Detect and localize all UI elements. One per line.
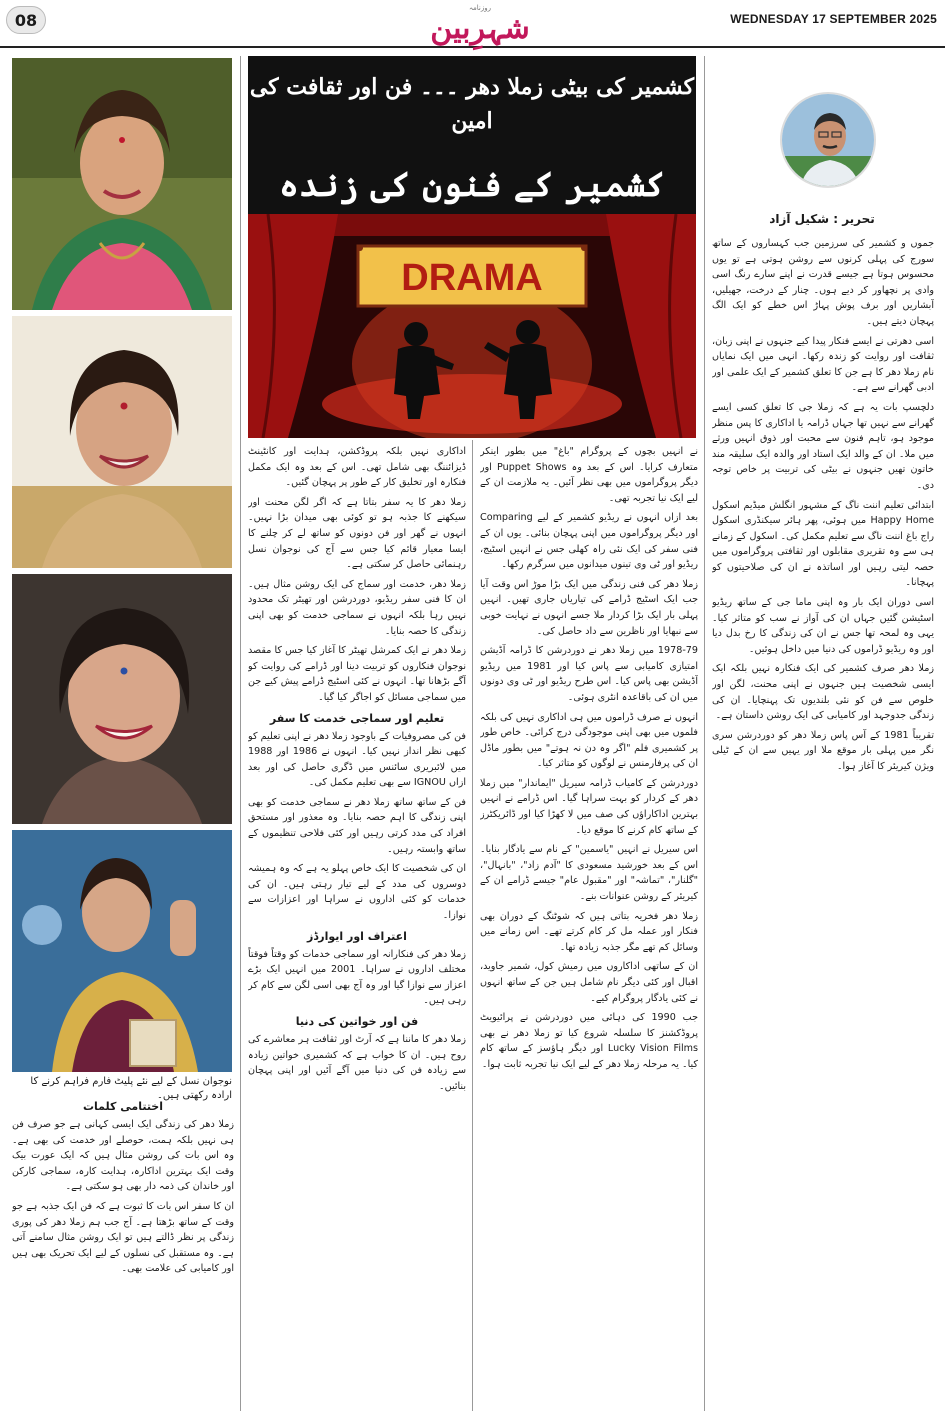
paragraph: زملا دھر کی فنکارانہ اور سماجی خدمات کو وقتاً فوقتاً مختلف اداروں نے سراہا۔ 2001 میں انہیں ایک بڑے اعزاز سے نوازا گیا اور وہ آج بھی اسی لگن سے کام کر رہی ہیں۔: [248, 948, 466, 1007]
photo-caption: نوجوان نسل کے لیے نئے پلیٹ فارم فراہم کرنے کا ارادہ رکھتی ہیں۔: [30, 1076, 232, 1101]
author-byline: تحریر : شکیل آزاد: [769, 212, 875, 226]
paragraph: زملا دھر نے ایک کمرشل تھیٹر کا آغاز کیا جس کا مقصد نوجوان فنکاروں کو تربیت دینا اور ڈرامے کی روایت کو آگے بڑھانا تھا۔ انہوں نے کئی اسٹیج ڈرامے پیش کیے جن میں سماجی مسائل کو اجاگر کیا گیا۔: [248, 645, 466, 703]
section-heading: اختتامی کلمات: [82, 1100, 164, 1113]
paragraph: زملا دھر کا ماننا ہے کہ آرٹ اور ثقافت ہر معاشرے کی روح ہیں۔ ان کا خواب ہے کہ کشمیری خواتین زیادہ سے زیادہ فن کی دنیا میں آگے آئیں اور اپنی پہچان بنائیں۔: [248, 1034, 466, 1092]
article-column-middle: [480, 444, 698, 1411]
page-number: 08: [6, 6, 46, 34]
paragraph: جب 1990 کی دہائی میں دوردرشن نے پرائیویٹ پروڈکشنز کا سلسلہ شروع کیا تو زملا دھر نے بھی Lucky Vision Films اور دیگر ہاؤسز کے ساتھ کام کیا۔ یہ مرحلہ زملا دھر کے لیے ایک نیا تجربہ ثابت ہوا۔: [480, 1012, 698, 1070]
article-conclusion: [12, 1094, 234, 1411]
paragraph: فن کے ساتھ ساتھ زملا دھر نے سماجی خدمت کو بھی اپنی زندگی کا اہم حصہ بنایا۔ وہ معذور اور مستحق افراد کی مدد کرتی رہیں اور کئی فلاحی تنظیموں کے ساتھ وابستہ رہیں۔: [248, 796, 466, 855]
column-rule: [472, 440, 473, 1411]
paragraph: نے انہیں بچوں کے پروگرام "باغ" میں بطور اینکر متعارف کرایا۔ اس کے بعد وہ Puppet Shows اور دیگر پروگراموں میں بھی نظر آئیں۔ یہ ملازمت ان کے لیے ایک نیا تجربہ تھی۔: [480, 446, 698, 504]
section-heading: فن اور خواتین کی دنیا: [295, 1015, 419, 1028]
paragraph: زملا دھر صرف کشمیر کی ایک فنکارہ نہیں بلکہ ایک ایسی شخصیت ہیں جنہوں نے اپنی محنت، لگن اور خلوص سے فن کو نئی بلندیوں تک پہنچایا۔ ان کی زندگی جدوجہد اور کامیابی کی ایک روشن داستان ہے۔: [712, 663, 934, 722]
paragraph: زملا دھر فخریہ بتاتی ہیں کہ شوٹنگ کے دوران بھی فنکار اور عملہ مل کر کام کرتے تھے۔ اس زمانے میں وسائل کم تھے مگر جذبہ زیادہ تھا۔: [480, 910, 698, 953]
paragraph: فن کی مصروفیات کے باوجود زملا دھر نے اپنی تعلیم کو کبھی نظر انداز نہیں کیا۔ انہوں نے 1986 اور 1988 میں لائبریری سائنس میں ڈگری حاصل کی اور بعد ازاں IGNOU سے بھی تعلیم مکمل کی۔: [248, 730, 466, 789]
masthead-tag: روزنامہ: [468, 4, 492, 12]
paragraph: زملا دھر کا یہ سفر بتاتا ہے کہ اگر لگن محنت اور سیکھنے کا جذبہ ہو تو کوئی بھی میدان بڑا نہیں۔ انہوں نے گھر اور فن دونوں کو ساتھ لے کر چلنے کا ایسا معیار قائم کیا جس سے آج کی نوجوان نسل رہنمائی حاصل کر سکتی ہے۔: [248, 496, 466, 571]
paragraph: اداکاری نہیں بلکہ پروڈکشن، ہدایت اور کانٹینٹ ڈیزائننگ بھی شامل تھی۔ اس کے بعد وہ ایک مکمل فنکارہ اور تخلیق کار کے طور پر پہچان گئیں۔: [248, 446, 466, 489]
paragraph: بعد ازاں انہوں نے ریڈیو کشمیر کے لیے Comparing اور دیگر پروگراموں میں اپنی پہچان بنائی۔ یوں ان کے فنی سفر کی ایک نئی راہ کھلی جس نے انہیں اسٹیج، ریڈیو اور ٹی وی تینوں میدانوں میں سرگرم رکھا۔: [480, 512, 698, 571]
paragraph: اسی دھرتی نے ایسے فنکار پیدا کیے جنہوں نے اپنی زبان، ثقافت اور روایت کو زندہ رکھا۔ انہی میں ایک نمایاں نام زملا دھر کا ہے جن کا تعلق کشمیر کے ایک علمی اور ادبی گھرانے سے ہے۔: [712, 335, 934, 394]
masthead-title: شہرِبین: [430, 11, 530, 46]
headline-title: کشمیر کے فنون کی زندہ: [278, 165, 666, 205]
paragraph: ان کا سفر اس بات کا ثبوت ہے کہ فن ایک جذبہ ہے جو وقت کے ساتھ بڑھتا ہے۔ آج جب ہم زملا دھر کی پوری زندگی پر نظر ڈالتے ہیں تو ایک روشن مثال سامنے آتی ہے۔ وہ مستقبل کی نسلوں کے لیے ایک تحریک بھی ہیں اور کامیابی کی علامت بھی۔: [12, 1200, 234, 1275]
paragraph: ان کے ساتھی اداکاروں میں رمیش کول، شمیر جاوید، اقبال اور کئی دیگر نام شامل ہیں جن کے ساتھ انہوں نے کئی یادگار پروگرام کیے۔: [480, 961, 698, 1004]
headline-banner: [248, 56, 696, 214]
portrait-photo-2: [12, 316, 232, 568]
paragraph: اسی دوران ایک بار وہ اپنی ماما جی کے ساتھ ریڈیو اسٹیشن گئیں جہاں ان کی آواز نے سب کو متاثر کیا۔ یہی وہ لمحہ تھا جس نے ان کی زندگی کا رخ بدل دیا اور وہ ریڈیو ڈراموں کی دنیا میں داخل ہوئیں۔: [712, 597, 934, 655]
article-column-right: [712, 236, 934, 1411]
paragraph: ان کی شخصیت کا ایک خاص پہلو یہ ہے کہ وہ ہمیشہ دوسروں کی مدد کے لیے تیار رہتی ہیں۔ ان کی خدمات کو کئی اداروں نے سراہا اور اعزازات سے نوازا۔: [248, 863, 466, 922]
masthead-logo: [420, 4, 540, 46]
paragraph: دلچسپ بات یہ ہے کہ زملا جی کا تعلق کسی ایسے گھرانے سے نہیں تھا جہاں ڈرامہ یا اداکاری کا پس منظر موجود ہو، تاہم فنون سے محبت اور ذوق انہیں ورثے میں ملا۔ ان کے والد ایک استاد اور والدہ ایک سلیقہ مند خاتون تھیں جنہوں نے بیٹی کی تربیت پر خاص توجہ دی۔: [712, 401, 934, 491]
paragraph: زملا دھر، خدمت اور سماج کی ایک روشن مثال ہیں۔ ان کا فنی سفر ریڈیو، دوردرشن اور تھیٹر تک محدود نہیں رہا بلکہ انہوں نے سماجی خدمت کو بھی اپنی زندگی کا حصہ بنایا۔: [248, 578, 466, 637]
drama-sign-text: DRAMA: [401, 257, 543, 299]
portrait-photo-4: [12, 830, 232, 1072]
headline-kicker: کشمیر کی بیٹی زملا دھر ۔۔۔ فن اور ثقافت کی امین: [249, 74, 695, 134]
author-photo: [780, 92, 876, 188]
portrait-photo-1: [12, 58, 232, 310]
dateline: WEDNESDAY 17 SEPTEMBER 2025: [730, 12, 937, 26]
paragraph: اس سیریل نے انہیں "یاسمین" کے نام سے یادگار بنایا۔ اس کے بعد خورشید مسعودی کا "آدم زاد"، "بانہال"، "گلنار"، "تماشہ" اور "مقبول عام" جیسے ڈرامے ان کے کیریئر کے روشن عنوانات بنے۔: [480, 844, 698, 903]
paragraph: انہوں نے صرف ڈراموں میں ہی اداکاری نہیں کی بلکہ فلموں میں بھی اپنی موجودگی درج کرائی۔ خاص طور پر کشمیری فلم "اگر وہ دن نہ ہوتے" میں بطور ماڈل ان کی پرفارمنس نے لوگوں کو متاثر کیا۔: [480, 711, 698, 770]
column-rule: [240, 56, 241, 1411]
paragraph: 1978-79 میں زملا دھر نے دوردرشن کا ڈرامہ آڈیشن امتیازی کامیابی سے پاس کیا اور 1981 میں ریڈیو آڈیشن بھی پاس کیا۔ اس طرح ریڈیو اور ٹی وی دونوں میں ان کی باقاعدہ انٹری ہوئی۔: [480, 645, 698, 703]
paragraph: زملا دھر کی زندگی ایک ایسی کہانی ہے جو صرف فن ہی نہیں بلکہ ہمت، حوصلے اور خدمت کی بھی ہے۔ وہ اس بات کی روشن مثال ہیں کہ ایک عورت بیک وقت ایک بہترین اداکارہ، ہدایت کارہ، سماجی کارکن اور خاندان کی ذمہ دار بھی ہو سکتی ہے۔: [12, 1119, 234, 1193]
article-column-left: [248, 444, 466, 1411]
section-heading: تعلیم اور سماجی خدمت کا سفر: [269, 711, 445, 725]
paragraph: زملا دھر کی فنی زندگی میں ایک بڑا موڑ اس وقت آیا جب ایک اسٹیج ڈرامے کی تیاریاں جاری تھیں۔ انہیں پہلی بار ایک بڑا کردار ملا جسے انہوں نے نہایت خوبی سے نبھایا اور ناظرین سے داد حاصل کی۔: [480, 578, 698, 637]
section-heading: اعتراف اور ایوارڈز: [307, 929, 407, 943]
drama-stage-illustration: [248, 214, 696, 438]
paragraph: دوردرشن کے کامیاب ڈرامہ سیریل "ایماندار" میں زملا دھر کے کردار کو بہت سراہا گیا۔ اس ڈرامے نے انہیں بہترین اداکاراؤں کی صف میں لا کھڑا کیا اور ڈائریکٹرز کے ساتھ کام کرنے کا موقع دیا۔: [480, 777, 698, 836]
column-rule: [704, 56, 705, 1411]
paragraph: تقریباً 1981 کے آس پاس زملا دھر کو دوردرشن سری نگر میں پہلی بار موقع ملا اور یہیں سے ان کے ٹیلی ویژن کیریئر کا آغاز ہوا۔: [712, 729, 934, 772]
page-header: [0, 0, 945, 48]
paragraph: جموں و کشمیر کی سرزمین جب کہساروں کے ساتھ سورج کی پہلی کرنوں سے روشن ہوتی ہے تو یوں محسوس ہوتا ہے جیسے قدرت نے اپنے سارے رنگ اسی وادی پر نچھاور کر دیے ہوں۔ چنار کے درخت، جھیلیں، آبشاریں اور برف پوش پہاڑ اس خطے کو ایک الگ پہچان دیتے ہیں۔: [712, 238, 934, 327]
portrait-photo-3: [12, 574, 232, 824]
paragraph: ابتدائی تعلیم اننت ناگ کے مشہور انگلش میڈیم اسکول Happy Home میں ہوئی، پھر ہائر سیکنڈری اسکول راج باغ اننت ناگ سے تعلیم مکمل کی۔ اسکول کے زمانے ہی سے وہ تقریری مقابلوں اور ثقافتی پروگراموں میں حصہ لیتی رہیں اور اساتذہ نے ان کی صلاحیتوں کو پہچانا۔: [712, 499, 934, 589]
